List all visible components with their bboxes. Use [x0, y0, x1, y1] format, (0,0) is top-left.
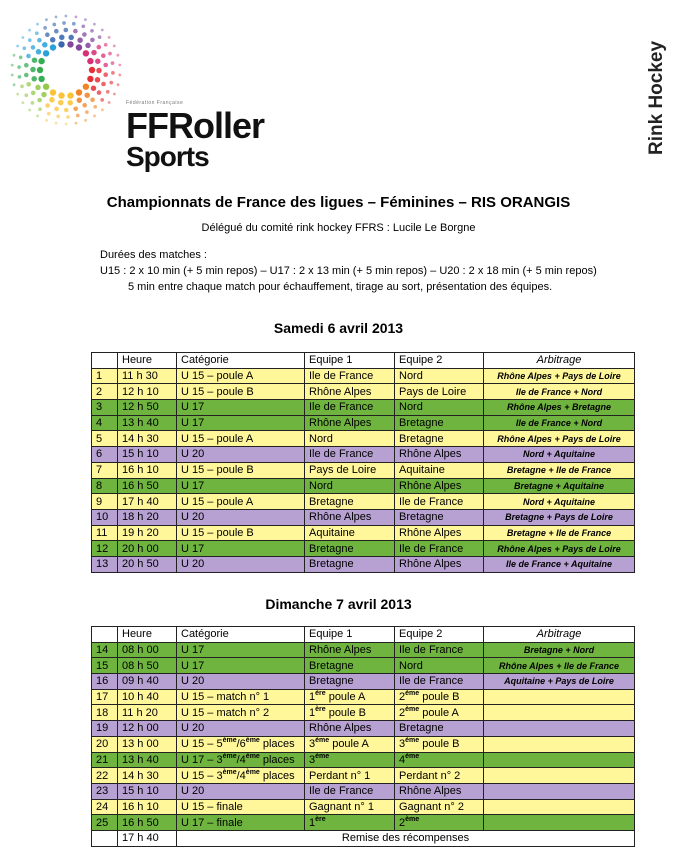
match-team2: Nord [395, 400, 484, 416]
match-referees [484, 815, 635, 831]
match-time: 17 h 40 [118, 494, 177, 510]
logo-flower-icon [8, 8, 128, 133]
match-category: U 15 – 5ème/6ème places [177, 736, 305, 752]
match-number: 10 [92, 509, 118, 525]
match-referees [484, 705, 635, 721]
match-category: U 20 [177, 674, 305, 690]
match-time: 14 h 30 [118, 768, 177, 784]
match-team1: 3ème [305, 752, 395, 768]
match-time: 12 h 50 [118, 400, 177, 416]
match-category: U 15 – 3ème/4ème places [177, 768, 305, 784]
match-team2: Bretagne [395, 415, 484, 431]
match-referees: Rhône Alpes + Bretagne [484, 400, 635, 416]
col-heure: Heure [118, 627, 177, 643]
match-category: U 20 [177, 509, 305, 525]
match-referees: Bretagne + Pays de Loire [484, 509, 635, 525]
match-team1: Ile de France [305, 447, 395, 463]
match-time: 18 h 20 [118, 509, 177, 525]
table-row [92, 525, 635, 541]
match-category: U 15 – poule B [177, 384, 305, 400]
col-arbitrage: Arbitrage [484, 627, 635, 643]
match-team1: Nord [305, 431, 395, 447]
match-time: 11 h 30 [118, 368, 177, 384]
match-team1: 1ère poule A [305, 689, 395, 705]
match-category: U 15 – poule B [177, 462, 305, 478]
match-team2: 4ème [395, 752, 484, 768]
schedule-table-day2 [91, 626, 635, 847]
match-team2: 2ème poule A [395, 705, 484, 721]
match-team2: Bretagne [395, 721, 484, 737]
match-number: 23 [92, 783, 118, 799]
match-referees: Nord + Aquitaine [484, 447, 635, 463]
match-team1: 1ère [305, 815, 395, 831]
match-number: 15 [92, 658, 118, 674]
match-number: 12 [92, 541, 118, 557]
match-team2: Ile de France [395, 541, 484, 557]
match-time: 08 h 00 [118, 642, 177, 658]
match-time: 12 h 10 [118, 384, 177, 400]
table-row [92, 642, 635, 658]
match-category: U 17 [177, 541, 305, 557]
match-time: 14 h 30 [118, 431, 177, 447]
match-number: 19 [92, 721, 118, 737]
match-team1: Perdant n° 1 [305, 768, 395, 784]
match-referees: Nord + Aquitaine [484, 494, 635, 510]
match-referees: Rhône Alpes + Pays de Loire [484, 431, 635, 447]
table-row [92, 556, 635, 572]
day1-title: Samedi 6 avril 2013 [273, 320, 404, 336]
match-time: 08 h 50 [118, 658, 177, 674]
match-referees [484, 783, 635, 799]
table-row [92, 768, 635, 784]
match-category: U 15 – poule A [177, 494, 305, 510]
match-category: U 17 [177, 658, 305, 674]
table-row [92, 541, 635, 557]
match-referees [484, 689, 635, 705]
closing-row [92, 830, 635, 846]
match-referees: Rhône Alpes + Pays de Loire [484, 368, 635, 384]
match-number: 6 [92, 447, 118, 463]
match-team2: Rhône Alpes [395, 478, 484, 494]
table-row [92, 509, 635, 525]
match-number: 21 [92, 752, 118, 768]
delegate-line: Délégué du comité rink hockey FFRS : Lucile Le Borgne [201, 222, 476, 234]
table-row [92, 415, 635, 431]
match-category: U 15 – finale [177, 799, 305, 815]
match-team2: 3ème poule B [395, 736, 484, 752]
match-referees: Bretagne + Ile de France [484, 525, 635, 541]
match-team2: Ile de France [395, 642, 484, 658]
match-team1: 1ère poule B [305, 705, 395, 721]
table-row [92, 431, 635, 447]
match-time: 16 h 10 [118, 462, 177, 478]
match-time: 15 h 10 [118, 447, 177, 463]
match-team1: Ile de France [305, 400, 395, 416]
match-number: 13 [92, 556, 118, 572]
table-row [92, 400, 635, 416]
match-number: 18 [92, 705, 118, 721]
match-referees: Ile de France + Nord [484, 384, 635, 400]
match-team2: 2ème [395, 815, 484, 831]
match-time: 15 h 10 [118, 783, 177, 799]
match-time: 16 h 50 [118, 478, 177, 494]
table-row [92, 721, 635, 737]
table-row [92, 799, 635, 815]
table-row [92, 752, 635, 768]
match-category: U 17 [177, 415, 305, 431]
match-referees: Bretagne + Nord [484, 642, 635, 658]
match-team1: Ile de France [305, 368, 395, 384]
match-number: 4 [92, 415, 118, 431]
match-number: 9 [92, 494, 118, 510]
match-team2: Bretagne [395, 509, 484, 525]
match-time: 16 h 10 [118, 799, 177, 815]
match-team1: 3ème poule A [305, 736, 395, 752]
match-team1: Bretagne [305, 556, 395, 572]
match-team1: Bretagne [305, 494, 395, 510]
table-row [92, 447, 635, 463]
match-referees: Rhône Alpes + Pays de Loire [484, 541, 635, 557]
match-time: 20 h 00 [118, 541, 177, 557]
table-row [92, 674, 635, 690]
match-team2: Pays de Loire [395, 384, 484, 400]
match-team1: Pays de Loire [305, 462, 395, 478]
match-time: 11 h 20 [118, 705, 177, 721]
logo-sports-text: Sports [126, 141, 209, 172]
match-number: 5 [92, 431, 118, 447]
match-referees [484, 721, 635, 737]
match-team1: Gagnant n° 1 [305, 799, 395, 815]
match-number: 8 [92, 478, 118, 494]
ffrs-logo [8, 8, 278, 178]
match-referees: Rhône Alpes + Ile de France [484, 658, 635, 674]
closing-time: 17 h 40 [118, 830, 177, 846]
col-categorie: Catégorie [177, 627, 305, 643]
match-number: 3 [92, 400, 118, 416]
durations-line-2: 5 min entre chaque match pour échauffement, tirage au sort, présentation des équipes. [128, 281, 553, 293]
match-team2: Rhône Alpes [395, 556, 484, 572]
match-category: U 17 [177, 642, 305, 658]
match-category: U 17 – finale [177, 815, 305, 831]
match-referees [484, 736, 635, 752]
match-team2: Nord [395, 368, 484, 384]
match-number: 1 [92, 368, 118, 384]
table-row [92, 658, 635, 674]
table-row [92, 494, 635, 510]
logo-ffroller-text: FFRoller [126, 105, 265, 146]
match-team2: Ile de France [395, 494, 484, 510]
col-number [92, 627, 118, 643]
match-team2: Bretagne [395, 431, 484, 447]
match-time: 12 h 00 [118, 721, 177, 737]
match-category: U 15 – poule A [177, 431, 305, 447]
match-category: U 20 [177, 783, 305, 799]
match-number: 25 [92, 815, 118, 831]
side-label-rink-hockey: Rink Hockey [646, 40, 667, 155]
match-referees: Bretagne + Aquitaine [484, 478, 635, 494]
match-category: U 17 [177, 400, 305, 416]
logo-federation-text: Fédération Française [126, 100, 184, 106]
match-number: 22 [92, 768, 118, 784]
match-number: 24 [92, 799, 118, 815]
match-category: U 17 [177, 478, 305, 494]
col-equipe2: Equipe 2 [395, 353, 484, 369]
closing-label: Remise des récompenses [177, 830, 635, 846]
table-row [92, 478, 635, 494]
match-team1: Rhône Alpes [305, 509, 395, 525]
match-referees [484, 768, 635, 784]
match-category: U 20 [177, 447, 305, 463]
match-number: 7 [92, 462, 118, 478]
col-number [92, 353, 118, 369]
match-team1: Ile de France [305, 783, 395, 799]
match-category: U 20 [177, 556, 305, 572]
col-arbitrage: Arbitrage [484, 353, 635, 369]
match-number: 11 [92, 525, 118, 541]
document-title: Championnats de France des ligues – Féminines – RIS ORANGIS [106, 194, 571, 211]
table-row [92, 689, 635, 705]
match-team1: Aquitaine [305, 525, 395, 541]
match-time: 20 h 50 [118, 556, 177, 572]
col-equipe1: Equipe 1 [305, 627, 395, 643]
match-team1: Bretagne [305, 541, 395, 557]
col-equipe1: Equipe 1 [305, 353, 395, 369]
match-number: 17 [92, 689, 118, 705]
match-team1: Rhône Alpes [305, 721, 395, 737]
match-time: 19 h 20 [118, 525, 177, 541]
durations-line-1: U15 : 2 x 10 min (+ 5 min repos) – U17 : 2 x 13 min (+ 5 min repos) – U20 : 2 x 18 min (+ 5 min repos) [100, 265, 597, 277]
match-referees: Aquitaine + Pays de Loire [484, 674, 635, 690]
col-equipe2: Equipe 2 [395, 627, 484, 643]
match-team2: Rhône Alpes [395, 447, 484, 463]
col-categorie: Catégorie [177, 353, 305, 369]
match-team2: Perdant n° 2 [395, 768, 484, 784]
table-row [92, 815, 635, 831]
durations-heading: Durées des matches : [100, 249, 207, 261]
match-time: 16 h 50 [118, 815, 177, 831]
match-time: 10 h 40 [118, 689, 177, 705]
match-team2: Aquitaine [395, 462, 484, 478]
match-referees [484, 752, 635, 768]
match-team1: Rhône Alpes [305, 415, 395, 431]
match-team2: Gagnant n° 2 [395, 799, 484, 815]
table-row [92, 368, 635, 384]
table-row [92, 384, 635, 400]
match-referees [484, 799, 635, 815]
schedule-table-day1 [91, 352, 635, 573]
match-team2: Rhône Alpes [395, 783, 484, 799]
match-team1: Rhône Alpes [305, 642, 395, 658]
match-number: 20 [92, 736, 118, 752]
match-team1: Bretagne [305, 674, 395, 690]
table-row [92, 705, 635, 721]
closing-number [92, 830, 118, 846]
match-number: 2 [92, 384, 118, 400]
match-number: 16 [92, 674, 118, 690]
match-category: U 15 – poule B [177, 525, 305, 541]
match-team2: Rhône Alpes [395, 525, 484, 541]
match-team1: Bretagne [305, 658, 395, 674]
table-row [92, 462, 635, 478]
match-time: 13 h 40 [118, 752, 177, 768]
match-referees: Ile de France + Nord [484, 415, 635, 431]
match-referees: Bretagne + Ile de France [484, 462, 635, 478]
match-category: U 15 – match n° 2 [177, 705, 305, 721]
match-time: 13 h 40 [118, 415, 177, 431]
match-category: U 17 – 3ème/4ème places [177, 752, 305, 768]
match-category: U 20 [177, 721, 305, 737]
day2-title: Dimanche 7 avril 2013 [265, 596, 412, 612]
match-team1: Nord [305, 478, 395, 494]
match-category: U 15 – match n° 1 [177, 689, 305, 705]
match-team2: Ile de France [395, 674, 484, 690]
col-heure: Heure [118, 353, 177, 369]
table-header-row [92, 627, 635, 643]
match-referees: Ile de France + Aquitaine [484, 556, 635, 572]
match-category: U 15 – poule A [177, 368, 305, 384]
match-time: 09 h 40 [118, 674, 177, 690]
match-team2: Nord [395, 658, 484, 674]
table-row [92, 736, 635, 752]
table-header-row [92, 353, 635, 369]
match-team2: 2ème poule B [395, 689, 484, 705]
table-row [92, 783, 635, 799]
match-time: 13 h 00 [118, 736, 177, 752]
match-team1: Rhône Alpes [305, 384, 395, 400]
match-number: 14 [92, 642, 118, 658]
